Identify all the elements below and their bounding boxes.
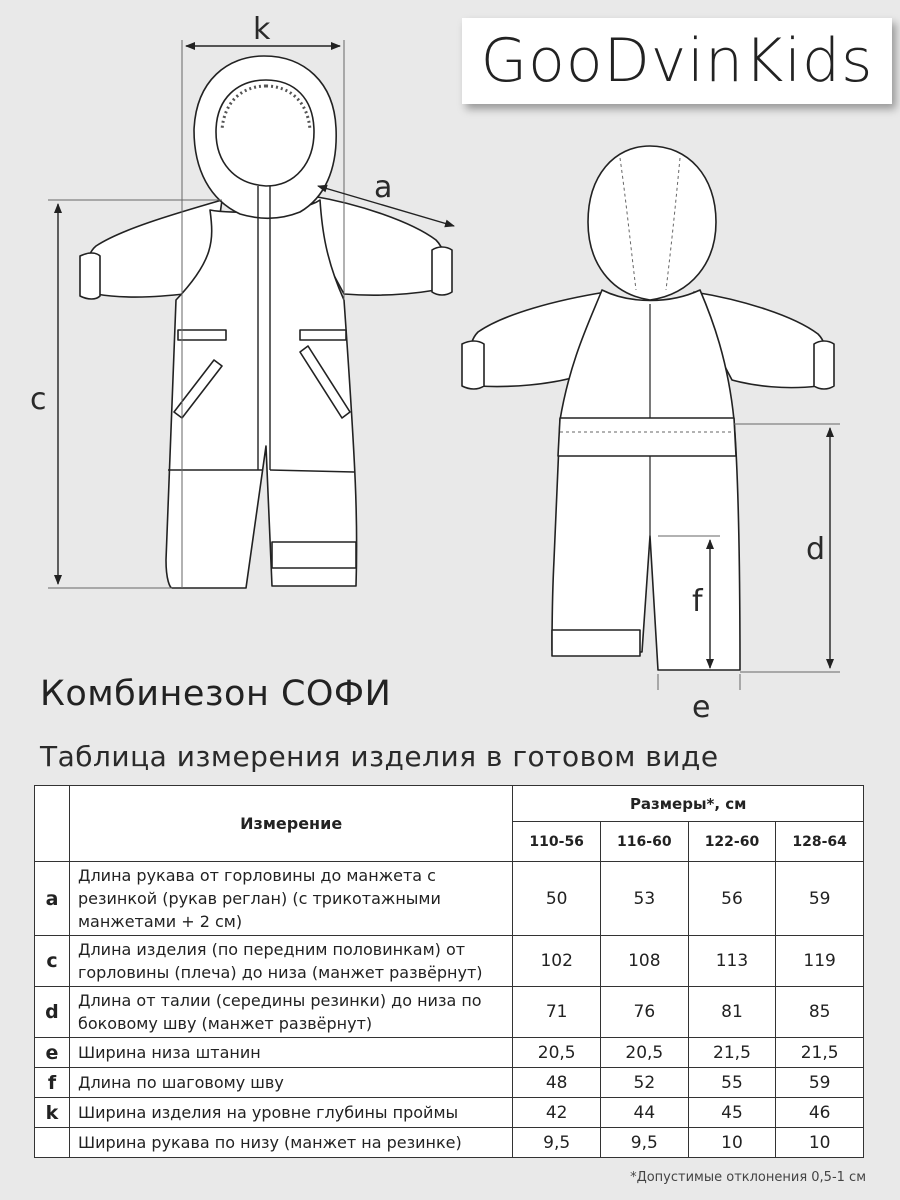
row-desc: Ширина рукава по низу (манжет на резинке) [69,1128,512,1158]
row-value: 59 [776,862,864,936]
brand-logo: GooDvinKids [480,26,874,96]
row-value: 9,5 [601,1128,689,1158]
product-title: Комбинезон СОФИ [40,674,392,714]
row-value: 113 [688,936,776,987]
row-value: 44 [601,1098,689,1128]
size-header: 110-56 [513,822,601,862]
table-row [35,1038,864,1068]
dim-label-a: a [374,170,393,205]
table-row [35,1068,864,1098]
row-value: 53 [601,862,689,936]
row-value: 108 [601,936,689,987]
dim-label-f: f [692,584,703,619]
front-left-cuff [80,253,100,299]
row-value: 76 [601,987,689,1038]
row-value: 10 [688,1128,776,1158]
back-left-cuff [462,341,484,389]
header-sizes: Размеры*, см [513,786,864,822]
row-value: 119 [776,936,864,987]
table-row [35,862,864,936]
row-key: c [35,936,70,987]
back-leg-cuff [552,630,640,656]
row-key: k [35,1098,70,1128]
size-header: 122-60 [688,822,776,862]
row-value: 55 [688,1068,776,1098]
row-value: 9,5 [513,1128,601,1158]
table-row [35,1128,864,1158]
row-desc: Ширина низа штанин [69,1038,512,1068]
front-pocket-left [178,330,226,340]
row-value: 20,5 [601,1038,689,1068]
size-header: 116-60 [601,822,689,862]
row-key: f [35,1068,70,1098]
row-value: 21,5 [688,1038,776,1068]
front-pocket-right [300,330,346,340]
table-header-row [35,786,864,822]
row-desc: Длина от талии (середины резинки) до низа по боковому шву (манжет развёрнут) [69,987,512,1038]
back-hood [588,146,716,300]
front-view [80,56,452,588]
row-desc: Длина по шаговому шву [69,1068,512,1098]
measurement-table [34,785,864,1158]
dim-label-k: k [253,12,271,47]
table-row [35,936,864,987]
row-value: 52 [601,1068,689,1098]
dim-label-d: d [806,532,826,567]
row-value: 59 [776,1068,864,1098]
header-key-cell [35,786,70,862]
back-body [552,290,740,670]
back-view [462,146,834,670]
row-value: 20,5 [513,1038,601,1068]
row-value: 85 [776,987,864,1038]
row-desc: Длина рукава от горловины до манжета с резинкой (рукав реглан) (с трикотажными манжетами + 2 см) [69,862,512,936]
row-key: d [35,987,70,1038]
row-value: 21,5 [776,1038,864,1068]
table-title: Таблица измерения изделия в готовом виде [40,740,719,773]
front-leg-cuff [272,542,356,568]
row-value: 56 [688,862,776,936]
back-waist-belt [558,418,736,456]
row-desc: Ширина изделия на уровне глубины проймы [69,1098,512,1128]
table-row [35,1098,864,1128]
row-desc: Длина изделия (по передним половинкам) от горловины (плеча) до низа (манжет развёрнут) [69,936,512,987]
row-key: e [35,1038,70,1068]
row-value: 50 [513,862,601,936]
row-value: 48 [513,1068,601,1098]
front-hood-opening [216,80,314,186]
size-header: 128-64 [776,822,864,862]
table-row [35,987,864,1038]
front-right-cuff [432,247,452,295]
footnote: *Допустимые отклонения 0,5-1 см [630,1170,866,1185]
row-key: a [35,862,70,936]
dim-label-e: e [692,690,711,725]
dim-label-c: c [30,382,47,417]
header-measure: Измерение [69,786,512,862]
row-value: 81 [688,987,776,1038]
row-key [35,1128,70,1158]
row-value: 42 [513,1098,601,1128]
row-value: 102 [513,936,601,987]
row-value: 46 [776,1098,864,1128]
row-value: 71 [513,987,601,1038]
row-value: 45 [688,1098,776,1128]
brand-logo-box [462,18,892,104]
row-value: 10 [776,1128,864,1158]
back-right-cuff [814,341,834,389]
